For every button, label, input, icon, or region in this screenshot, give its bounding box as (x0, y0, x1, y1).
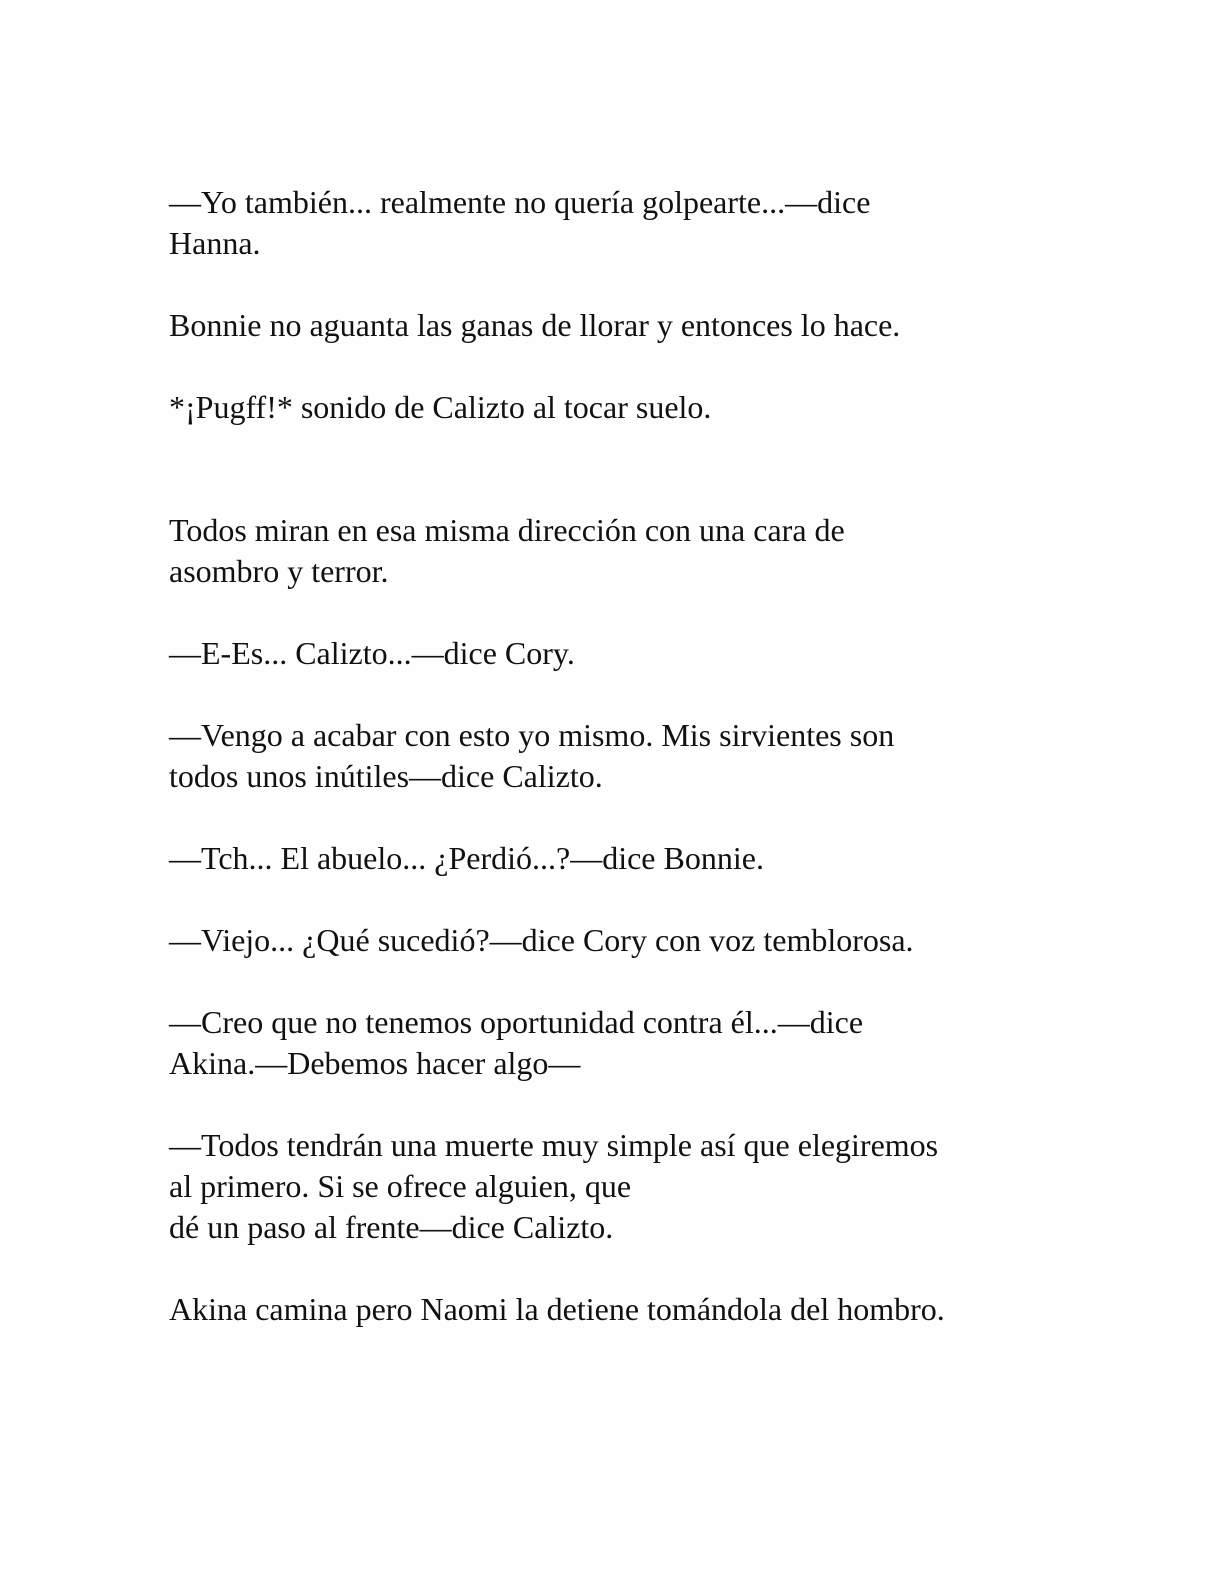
paragraph (169, 715, 1069, 797)
text-line: —Vengo a acabar con esto yo mismo. Mis sirvientes son (169, 717, 895, 753)
paragraph (169, 387, 1069, 428)
text-line: Todos miran en esa misma dirección con una cara de (169, 512, 845, 548)
text-line: —Viejo... ¿Qué sucedió?—dice Cory con voz temblorosa. (169, 922, 914, 958)
text-line: Akina camina pero Naomi la detiene tomándola del hombro. (169, 1291, 945, 1327)
paragraph (169, 510, 1069, 592)
text-line: Hanna. (169, 225, 261, 261)
document-body (169, 182, 1069, 1371)
text-line: —Creo que no tenemos oportunidad contra él...—dice (169, 1004, 864, 1040)
text-line: dé un paso al frente—dice Calizto. (169, 1209, 614, 1245)
paragraph (169, 1289, 1069, 1330)
text-line: al primero. Si se ofrece alguien, que (169, 1168, 632, 1204)
paragraph (169, 1125, 1069, 1248)
blank-line (169, 469, 1069, 510)
paragraph (169, 1002, 1069, 1084)
text-line: todos unos inútiles—dice Calizto. (169, 758, 603, 794)
text-line: Bonnie no aguanta las ganas de llorar y entonces lo hace. (169, 307, 901, 343)
text-line: *¡Pugff!* sonido de Calizto al tocar suelo. (169, 389, 712, 425)
text-line: —Todos tendrán una muerte muy simple así que elegiremos (169, 1127, 939, 1163)
paragraph (169, 633, 1069, 674)
paragraph (169, 920, 1069, 961)
paragraph (169, 182, 1069, 264)
text-line: —Yo también... realmente no quería golpearte...—dice (169, 184, 871, 220)
paragraph (169, 838, 1069, 879)
text-line: asombro y terror. (169, 553, 389, 589)
text-line: —Tch... El abuelo... ¿Perdió...?—dice Bonnie. (169, 840, 764, 876)
paragraph (169, 305, 1069, 346)
text-line: —E-Es... Calizto...—dice Cory. (169, 635, 575, 671)
text-line: Akina.—Debemos hacer algo— (169, 1045, 581, 1081)
